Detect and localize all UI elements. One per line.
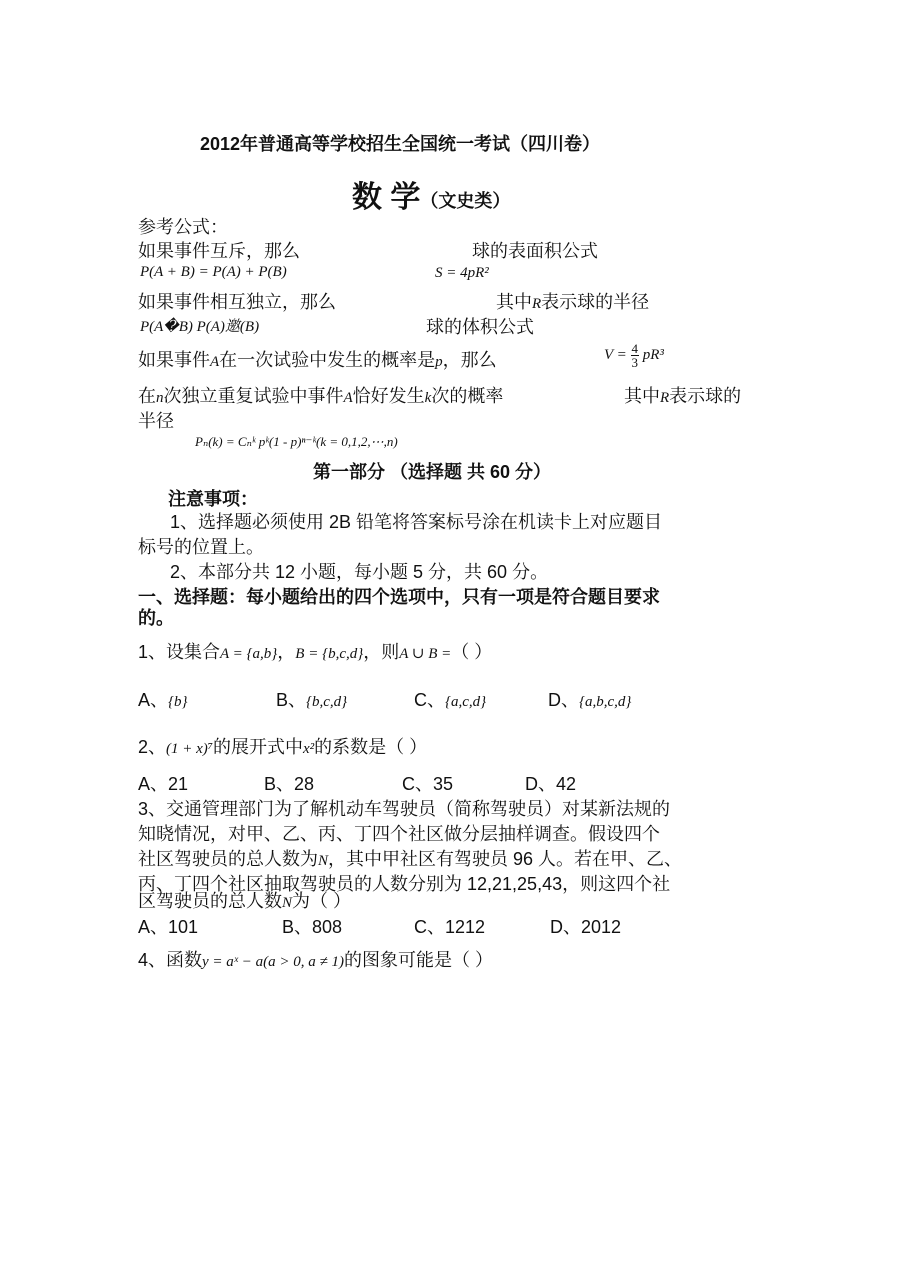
q3-option-d[interactable]: D、2012 [550,917,622,937]
q2-option-d[interactable]: D、42 [525,774,577,794]
radius-note-2: 其中R表示球的 [624,386,742,406]
section-heading-line2: 的。 [138,608,174,628]
q2-option-b[interactable]: B、28 [264,774,315,794]
sphere-volume-text: 球的体积公式 [426,317,534,337]
subject-title [352,172,510,216]
sphere-area-text: 球的表面积公式 [472,241,598,261]
q3-option-c[interactable]: C、1212 [414,917,486,937]
q2-option-c[interactable]: C、35 [402,774,454,794]
volume-fraction: $\frac{4}{3}$ [631,341,639,370]
q2-option-a[interactable]: A、21 [138,774,189,794]
q3-line2: 知晓情况，对甲、乙、丙、丁四个社区做分层抽样调查。假设四个 [138,824,660,844]
exam-title: 2012年普通高等学校招生全国统一考试（四川卷） [200,134,601,154]
mutually-exclusive-formula: P(A + B) = P(A) + P(B) [140,264,287,280]
question-1: 1、设集合A = {a,b}，B = {b,c,d}，则A ∪ B =（ ） [138,642,493,662]
q1-option-c[interactable]: C、{a,c,d} [414,690,487,710]
binomial-formula: Pₙ(k) = Cₙᵏ pᵏ(1 - p)ⁿ⁻ᵏ(k = 0,1,2,⋯,n) [195,434,398,449]
q1-option-b[interactable]: B、{b,c,d} [276,690,348,710]
formulas-heading: 参考公式： [138,217,228,237]
binomial-line: 在n次独立重复试验中事件A恰好发生k次的概率 [138,386,504,406]
radius-note-2-cont: 半径 [138,411,174,431]
q3-line3: 社区驾驶员的总人数为N，其中甲社区有驾驶员 96 人。若在甲、乙、 [138,849,683,869]
independent-text: 如果事件相互独立，那么 [138,292,336,312]
notice-heading: 注意事项： [168,489,258,509]
q3-line5: 区驾驶员的总人数N为（ ） [138,891,352,911]
sphere-area-formula: S = 4pR² [435,265,489,281]
section-heading-line1: 一、选择题：每小题给出的四个选项中，只有一项是符合题目要求 [138,587,660,607]
part-one-title: 第一部分 （选择题 共 60 分） [313,462,552,482]
q3-line4: 丙、丁四个社区抽取驾驶员的人数分别为 12,21,25,43，则这四个社 [138,874,671,894]
notice-1-line1: 1、选择题必须使用 2B 铅笔将答案标号涂在机读卡上对应题目 [170,512,663,532]
notice-1-line2: 标号的位置上。 [138,537,264,557]
question-2: 2、(1 + x)⁷的展开式中x²的系数是（ ） [138,737,428,757]
mutually-exclusive-text: 如果事件互斥，那么 [138,241,300,261]
q3-line1: 3、交通管理部门为了解机动车驾驶员（简称驾驶员）对某新法规的 [138,799,671,819]
q1-option-d[interactable]: D、{a,b,c,d} [548,690,632,710]
sphere-volume-formula: V = $\frac{4}{3}$ pR³ [604,341,664,370]
subject-sub: （文史类） [420,191,511,211]
q3-option-a[interactable]: A、101 [138,917,199,937]
question-4: 4、函数y = aˣ − a(a > 0, a ≠ 1)的图象可能是（ ） [138,950,494,970]
q1-option-a[interactable]: A、{b} [138,690,188,710]
prob-line: 如果事件A在一次试验中发生的概率是p，那么 [138,350,497,370]
q3-option-b[interactable]: B、808 [282,917,343,937]
independent-formula: P(A�B) P(A)邀(B) [140,319,260,335]
subject-main: 数 学 [352,181,421,214]
radius-note-1: 其中R表示球的半径 [496,292,650,312]
notice-2: 2、本部分共 12 小题，每小题 5 分，共 60 分。 [170,562,549,582]
